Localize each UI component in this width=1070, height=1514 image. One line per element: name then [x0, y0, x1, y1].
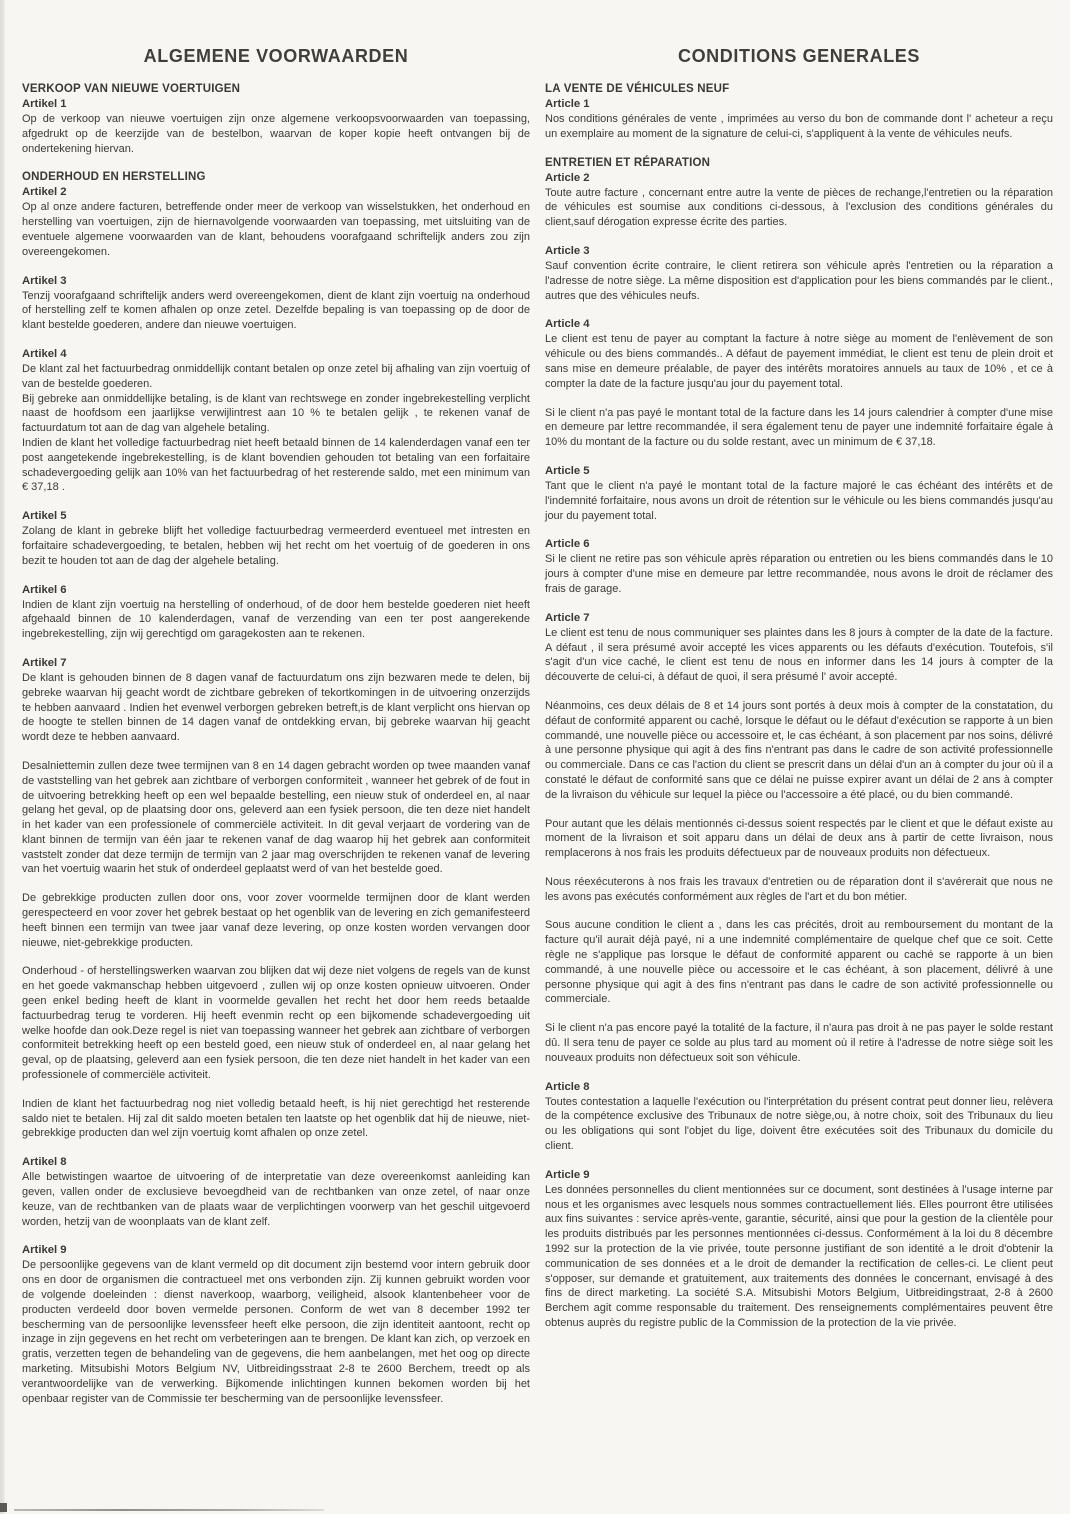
fr-paragraph: Néanmoins, ces deux délais de 8 et 14 jours sont portés à deux mois à compter de la constatation, du défaut de conformité apparent ou caché, lorsque le défaut ou le défaut d'exécution se rapporte à un bien commandé, une nouvelle pièce ou accessoire et, le cas échéant, à son placement par nos soins, délivré à une personne physique qui agit à des fins n'entrant pas dans le cadre de son activité professionnelle ou commerciale. Dans ce cas l'action du client se prescrit dans un délai d'un an à compter du jour où il a constaté le défaut de conformité sans que ce délai ne puisse expirer avant un délai de 2 ans à compter de la livraison du véhicule sur lequel la pièce ou l'accessoire a été placé, ou du bien commandé.	[545, 699, 1053, 801]
fr-paragraph: Sous aucune condition le client a , dans les cas précités, droit au remboursement du montant de la facture qu'il aurait déjà payé, ni a une indemnité complémentaire de quelque chef que ce soit. Cette règle ne s'applique pas lorsque le défaut de conformité apparent ou caché se rapporte à un bien commandé, à une nouvelle pièce ou accessoire et le cas échéant, à son placement, délivré à une personne physique qui agit à des fins n'entrant pas dans le cadre de son activité professionnelle ou commerciale.	[545, 919, 1053, 1006]
nl-artikel-6: Artikel 6	[22, 583, 67, 596]
nl-section-onderhoud: ONDERHOUD EN HERSTELLING	[22, 171, 206, 184]
fr-section-vente: LA VENTE DE VÉHICULES NEUF	[545, 83, 730, 95]
fr-paragraph: Si le client ne retire pas son véhicule après réparation ou entretien ou les biens commandés dans le 10 jours à compter d'une mise en demeure par lettre recommandée, nous avons le droit de réclamer des frais de garage.	[545, 553, 1053, 595]
nl-artikel-2: Artikel 2	[22, 186, 67, 199]
scan-bottom-line-artifact	[14, 1509, 324, 1511]
nl-paragraph: Alle betwistingen waartoe de uitvoering of de interpretatie van deze overeenkomst aanleiding kan geven, vallen onder de exclusieve bevoegdheid van de rechtbanken van onze zetel, of naar onze keuze, van de rechtbanken van de plaats waar de verplichtingen voorwerp van het geschil uitgevoerd worden, hetzij van de woonplaats van de klant zelf.	[22, 1171, 530, 1228]
fr-article-6: Article 6	[545, 538, 590, 551]
fr-article-1: Article 1	[545, 98, 590, 110]
nl-artikel-4: Artikel 4	[22, 347, 67, 360]
fr-article-8: Article 8	[545, 1080, 590, 1093]
nl-paragraph: Op al onze andere facturen, betreffende onder meer de verkoop van wisselstukken, het onderhoud en herstelling van voertuigen, zijn de hiernavolgende voorwaarden van toepassing, met uitsluiting van de eventuele algemene voorwaarden van de klant, behoudens voorafgaand schriftelijk anders zou zijn overeengekomen.	[22, 201, 530, 258]
dutch-column	[22, 46, 530, 1406]
fr-article-5: Article 5	[545, 464, 590, 477]
fr-paragraph: Si le client n'a pas payé le montant total de la facture dans les 14 jours calendrier à compter d'une mise en demeure par lettre recommandée, il sera également tenu de payer une indemnité forfaitaire égale à 10% du montant de la facture ou du solde restant, avec un minimum de € 37,18.	[545, 406, 1053, 449]
page-title-french: CONDITIONS GENERALES	[677, 46, 921, 66]
nl-paragraph: Tenzij voorafgaand schriftelijk anders werd overeengekomen, dient de klant zijn voertuig na onderhoud of herstelling zelf te komen afhalen op onze zetel. Dezelfde bepaling is van toepassing op de door de klant bestelde goederen, andere dan nieuwe voertuigen.	[22, 289, 530, 332]
nl-artikel-7: Artikel 7	[22, 656, 67, 669]
french-column	[545, 46, 1053, 1406]
page-title-dutch: ALGEMENE VOORWAARDEN	[143, 46, 409, 66]
fr-paragraph: Toute autre facture , concernant entre autre la vente de pièces de rechange,l'entretien ou la réparation de véhicules est soumise aux conditions ci-dessous, à l'exclusion des conditions générales du client,sauf dérogation expresse écrite des parties.	[545, 186, 1053, 229]
nl-paragraph: De klant is gehouden binnen de 8 dagen vanaf de factuurdatum ons zijn bezwaren mede te delen, bij gebreke waarvan hij geacht wordt de zichtbare gebreken of tekortkomingen in de uitvoering onzerzijds te hebben aanvaard . Indien het evenwel verborgen gebreken betreft,is de klant verplicht ons hiervan op de hoogte te stellen binnen de 14 dagen vanaf de ontdekking ervan, bij gebreke waarvan hij geacht wordt deze te hebben aanvaard.	[22, 671, 530, 744]
nl-paragraph: Desalniettemin zullen deze twee termijnen van 8 en 14 dagen gebracht worden op twee maanden vanaf de vaststelling van het gebrek aan zichtbare of verborgen conformiteit , wanneer het gebrek of de fout in de uitvoering betrekking heeft op een wel bepaalde bestelling, een nieuw stuk of onderdeel en, al naar gelang het geval, op de plaatsing door ons, geleverd aan een fysiek persoon, die ten deze niet handelt in het kader van een professionele of commerciële activiteit. In dit geval verjaart de vordering van de klant binnen de termijn van één jaar te rekenen vanaf de dag waarop hij het gebrek aan conformiteit vaststelt zonder dat deze termijn de termijn van 2 jaar mag overschrijden te rekenen vanaf de levering van het voertuig waarin het stuk of onderdeel geplaatst werd of van het bestelde goed.	[22, 759, 530, 876]
nl-artikel-8: Artikel 8	[22, 1156, 67, 1169]
nl-artikel-9: Artikel 9	[22, 1244, 67, 1257]
nl-paragraph: Indien de klant het factuurbedrag nog niet volledig betaald heeft, is hij niet gerechtigd het resterende saldo niet te betalen. Hij zal dit saldo moeten betalen ten laatste op het ogenblik dat hij de nieuwe, niet-gebrekkige producten dan wel zijn voertuig komt afhalen op onze zetel.	[22, 1097, 530, 1140]
fr-paragraph: Les données personnelles du client mentionnées sur ce document, sont destinées à l'usage interne par nous et les organismes avec lesquels nous sommes contractuellement liés. Elles pourront être utilisées aux fins suivantes : service après-vente, garantie, sécurité, ainsi que pour la gestion de la clientèle pour les produits distribués par les personnes mentionnées ci-dessus. Conformément à la loi du 8 décembre 1992 sur la protection de la vie privée, toute personne justifiant de son identité a le droit d'obtenir la communication de ses données et a le droit de demander la rectification de celles-ci. Le client peut s'opposer, sur demande et gratuitement, aux traitements des données le concernant, envisagé à des fins de direct marketing. La société S.A. Mitsubishi Motors Belgium, Uitbreidingstraat, 2-8 à 2600 Berchem agit comme responsable du traitement. Des renseignements complémentaires peuvent être obtenus auprès du registre public de la Commission de la protection de la vie privée.	[545, 1183, 1053, 1330]
nl-paragraph: De gebrekkige producten zullen door ons, voor zover voormelde termijnen door de klant werden gerespecteerd en voor zover het gebrek bestaat op het ogenblik van de levering en zich gemanifesteerd heeft binnen een termijn van twee jaar vanaf deze levering, op onze kosten worden vervangen door nieuwe, niet-gebrekkige producten.	[22, 892, 530, 949]
fr-paragraph: Si le client n'a pas encore payé la totalité de la facture, il n'aura pas droit à ne pas payer le solde restant dû. Il sera tenu de payer ce solde au plus tard au moment où il retire à l'adresse de notre siège soit les nouveaux produits non défectueux soit son véhicule.	[545, 1022, 1053, 1064]
fr-paragraph: Tant que le client n'a payé le montant total de la facture majoré le cas échéant des intérêts et de l'indemnité forfaitaire, nous avons un droit de rétention sur le véhicule ou les biens commandés jusqu'au jour du payement total.	[545, 479, 1053, 522]
nl-paragraph: Indien de klant het volledige factuurbedrag niet heeft betaald binnen de 14 kalenderdagen vanaf een ter post aangetekende ingebrekestelling, is de klant bovendien gehouden tot betaling van een forfaitaire schadevergoeding gelijk aan 10% van het factuurbedrag of het resterende saldo, met een minimum van € 37,18 .	[22, 436, 530, 494]
nl-artikel-1: Artikel 1	[22, 98, 67, 110]
nl-paragraph: Op de verkoop van nieuwe voertuigen zijn onze algemene verkoopsvoorwaarden van toepassing, afgedrukt op de keerzijde van de bestelbon, waarvan de koper kopie heeft ontvangen bij de ondertekening hiervan.	[22, 113, 530, 155]
nl-paragraph: Zolang de klant in gebreke blijft het volledige factuurbedrag vermeerderd eventueel met intresten en forfaitaire schadevergoeding, te betalen, hebben wij het recht om het voertuig of de goederen in ons bezit te houden tot aan de dag der algehele betaling.	[22, 525, 530, 567]
nl-section-verkoop: VERKOOP VAN NIEUWE VOERTUIGEN	[22, 83, 241, 95]
fr-article-2: Article 2	[545, 171, 590, 184]
nl-paragraph: Indien de klant zijn voertuig na herstelling of onderhoud, of de door hem bestelde goederen niet heeft afgehaald binnen de 10 kalenderdagen, vanaf de verzending van een ter post aangerekende ingebrekestelling, zijn wij gerechtigd om garagekosten aan te rekenen.	[22, 598, 530, 641]
fr-paragraph: Nos conditions générales de vente , imprimées au verso du bon de commande dont l' acheteur a reçu un exemplaire au moment de la signature de celui-ci, s'appliquent à la vente de véhicules neufs.	[545, 113, 1053, 140]
nl-artikel-3: Artikel 3	[22, 274, 67, 287]
fr-article-7: Article 7	[545, 611, 590, 624]
fr-paragraph: Nous réexécuterons à nos frais les travaux d'entretien ou de réparation dont il s'avérerait que nous ne les avons pas exécutés conformément aux règles de l'art et du bon métier.	[545, 875, 1053, 903]
fr-paragraph: Le client est tenu de payer au comptant la facture à notre siège au moment de l'enlèvement de son véhicule ou des biens commandés.. A défaut de payement immédiat, le client est tenu de plein droit et sans mise en demeure préalable, de payer des intérêts moratoires annuels au taux de 10% , et ce à compter la date de la facture jusqu'au jour du payement total.	[545, 333, 1053, 390]
nl-paragraph: De klant zal het factuurbedrag onmiddellijk contant betalen op onze zetel bij afhaling van zijn voertuig of van de bestelde goederen.	[22, 362, 530, 390]
fr-paragraph: Le client est tenu de nous communiquer ses plaintes dans les 8 jours à compter de la date de la facture. A défaut , il sera présumé avoir accepté les vices apparents ou les défauts d'exécution. Toutefois, s'il s'agit d'un vice caché, le client est tenu de nous en informer dans les 14 jours à compter de la découverte de celui-ci, à défaut de quoi, il sera présumé l' avoir accepté.	[545, 626, 1053, 684]
fr-article-4: Article 4	[545, 318, 590, 331]
nl-artikel-5: Artikel 5	[22, 510, 67, 523]
fr-paragraph: Toutes contestation a laquelle l'exécution ou l'interprétation du présent contrat peut donner lieu, relèvera de la compétence exclusive des Tribunaux de notre siège,ou, à notre choix, soit des Tribunaux du lieu ou les obligations qui sont l'objet du lige, doivent être exécutées soit des Tribunaux du domicile du client.	[545, 1095, 1053, 1153]
nl-paragraph: Onderhoud - of herstellingswerken waarvan zou blijken dat wij deze niet volgens de regels van de kunst en het goede vakmanschap hebben uitgevoerd , zullen wij op onze kosten opnieuw uitvoeren. Onder geen enkel beding heeft de klant in voormelde gevallen het recht het door hem reeds betaalde factuurbedrag terug te vorderen. Hij heeft evenmin recht op een bijkomende schadevergoeding uit welke hoofde dan ook.Deze regel is niet van toepassing wanneer het gebrek aan zichtbare of verborgen conformiteit betrekking heeft op een besteld goed, een nieuw stuk of onderdeel en, al naar gelang het geval, op de plaatsing, geleverd aan een fysiek persoon, die ten deze niet handelt in het kader van een professionele of commerciële activiteit.	[22, 965, 530, 1082]
fr-paragraph: Pour autant que les délais mentionnés ci-dessus soient respectés par le client et que le défaut existe au moment de la livraison et soit apparu dans un délai de deux ans à partir de cette livraison, nous remplacerons à nos frais les produits défectueux par de nouveaux produits non défectueux.	[545, 817, 1053, 860]
fr-article-3: Article 3	[545, 244, 590, 257]
scan-corner-mark-artifact	[0, 1503, 7, 1512]
fr-paragraph: Sauf convention écrite contraire, le client retirera son véhicule après l'entretien ou la réparation a l'adresse de notre siège. La même disposition est d'application pour les biens commandés par le client., autres que des véhicules neufs.	[545, 259, 1053, 302]
nl-paragraph: Bij gebreke aan onmiddellijke betaling, is de klant van rechtswege en zonder ingebrekestelling verplicht naast de hoofdsom een jaarlijkse verwijlintrest aan 10 % te betalen gelijk , te rekenen vanaf de factuurdatum tot aan de dag van algehele betaling.	[22, 392, 530, 435]
fr-article-9: Article 9	[545, 1168, 590, 1181]
nl-paragraph: De persoonlijke gegevens van de klant vermeld op dit document zijn bestemd voor intern gebruik door ons en door de organismen die contractueel met ons verbonden zijn. Zij kunnen gebruikt worden voor de volgende doeleinden : dienst naverkoop, waarborg, veiligheid, alsook klantenbeheer voor de producten verdeeld door boven vermelde personen. Conform de wet van 8 december 1992 ter bescherming van de persoonlijke levenssfeer heeft elke persoon, die zijn identiteit aantoont, recht op inzage in zijn gegevens en het recht om verbeteringen aan te brengen. De klant kan zich, op verzoek en gratis, verzetten tegen de behandeling van de gegevens, die hem aanbelangen, met het oog op directe marketing. Mitsubishi Motors Belgium NV, Uitbreidingsstraat 2-8 te 2600 Berchem, treedt op als verantwoordelijke van de verwerking. Bijkomende inlichtingen kunnen bekomen worden bij het openbaar register van de Commissie ter bescherming van de persoonlijke levenssfeer.	[22, 1259, 530, 1405]
fr-section-entretien: ENTRETIEN ET RÉPARATION	[545, 156, 711, 169]
scan-edge-artifact	[0, 0, 5, 1514]
